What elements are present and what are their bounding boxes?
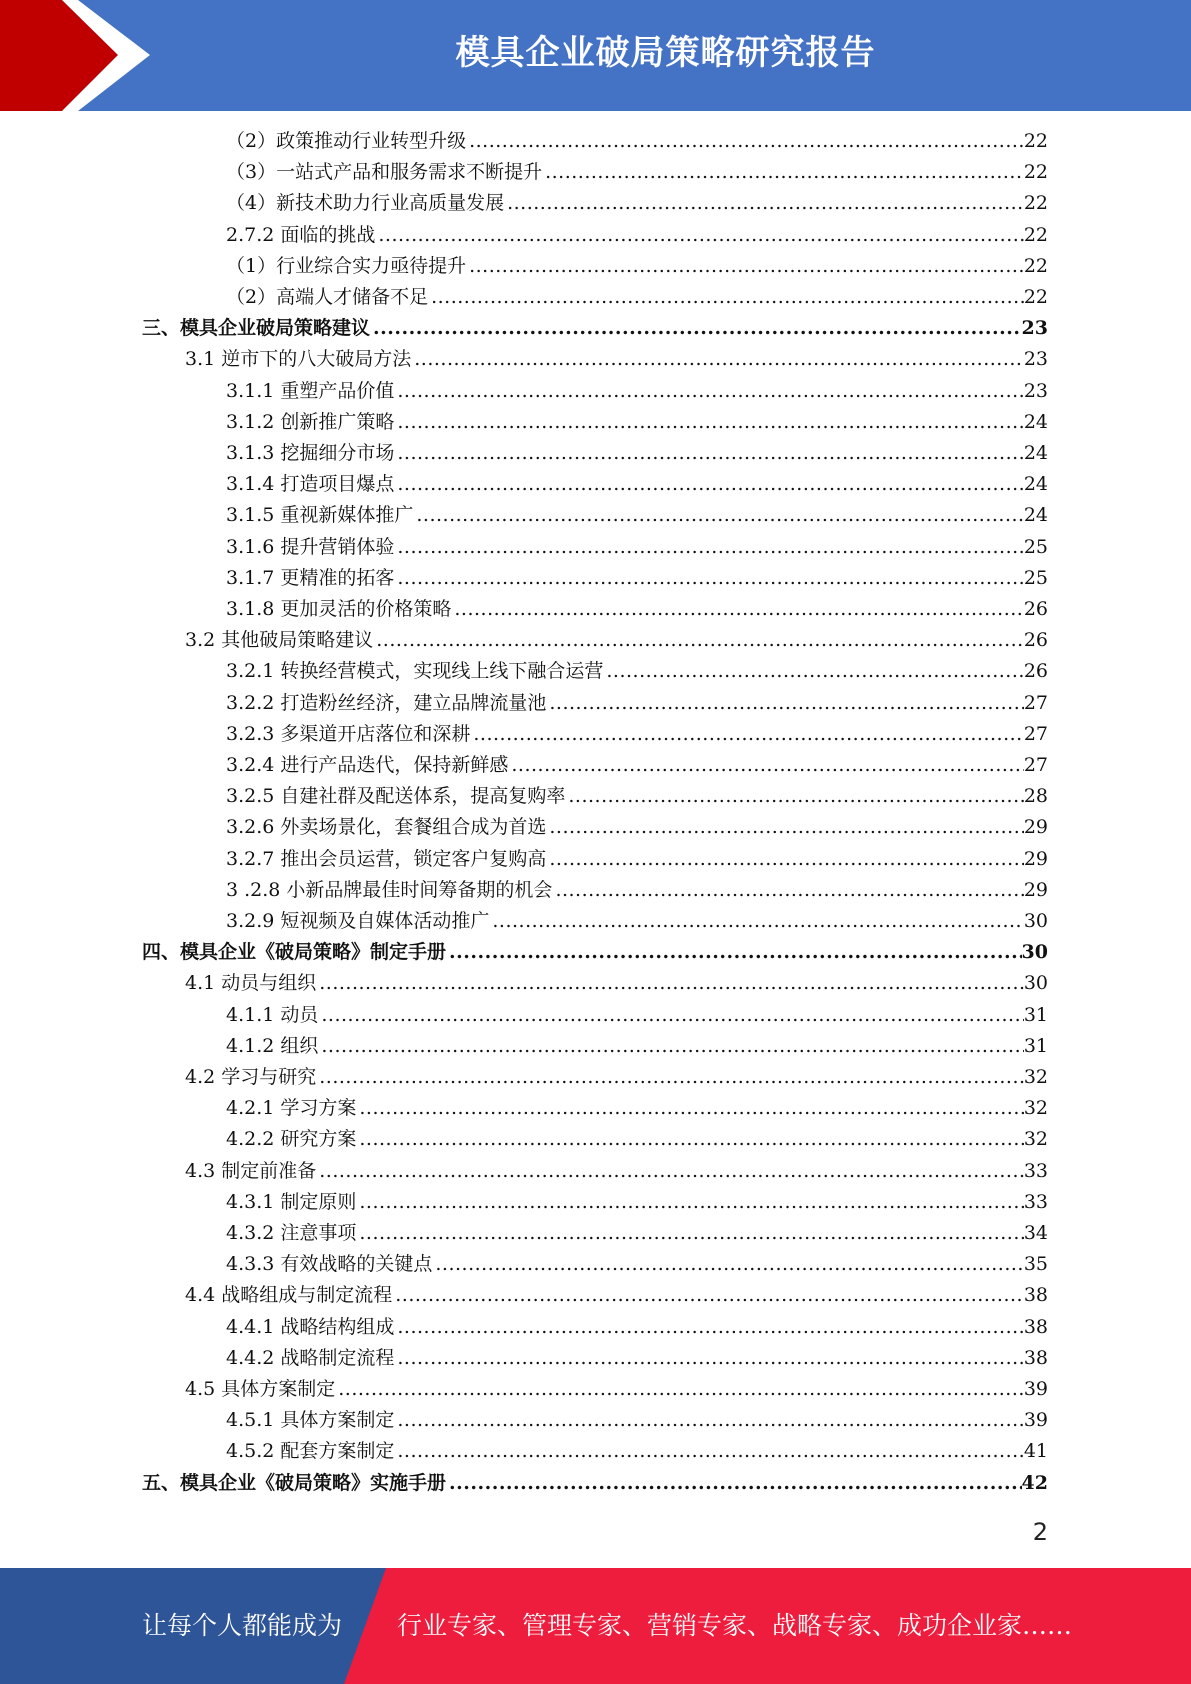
toc-entry-label: 3.2.2 打造粉丝经济，建立品牌流量池 (226, 691, 547, 714)
toc-entry-label: （4）新技术助力行业高质量发展 (226, 192, 505, 215)
toc-leader-dots (549, 848, 1023, 870)
toc-entry-page: 38 (1023, 1346, 1048, 1369)
toc-leader-dots (319, 972, 1024, 994)
toc-entry[interactable] (185, 1280, 1048, 1311)
toc-leader-dots (378, 224, 1023, 246)
page-footer (0, 1568, 1191, 1684)
toc-entry[interactable] (226, 563, 1048, 594)
toc-leader-dots (397, 442, 1023, 464)
toc-entry[interactable] (226, 157, 1048, 188)
toc-leader-dots (431, 286, 1024, 308)
toc-entry-page: 27 (1023, 691, 1048, 714)
toc-leader-dots (397, 380, 1023, 402)
toc-leader-dots (397, 411, 1023, 433)
toc-leader-dots (507, 192, 1024, 214)
toc-leader-dots (555, 879, 1023, 901)
footer-slogan-left: 让每个人都能成为 (142, 1611, 343, 1640)
toc-entry-label: 4.2 学习与研究 (185, 1066, 317, 1088)
toc-leader-dots (359, 1097, 1023, 1119)
toc-entry-label: 4.5.1 具体方案制定 (226, 1409, 395, 1432)
toc-entry-label: 3.1.6 提升营销体验 (226, 535, 395, 558)
toc-entry-label: 4.4.2 战略制定流程 (226, 1346, 395, 1369)
toc-entry-label: 4.4 战略组成与制定流程 (185, 1284, 393, 1307)
toc-entry-label: 4.5.2 配套方案制定 (226, 1440, 395, 1463)
toc-leader-dots (545, 161, 1024, 183)
toc-entry-label: 3.1.8 更加灵活的价格策略 (226, 598, 452, 620)
toc-entry-page: 32 (1023, 1066, 1048, 1088)
toc-entry[interactable] (226, 656, 1048, 687)
toc-leader-dots (511, 754, 1023, 776)
toc-entry[interactable] (226, 906, 1048, 937)
toc-entry-page: 25 (1023, 566, 1048, 589)
toc-leader-dots (321, 1004, 1023, 1026)
toc-entry[interactable] (226, 844, 1048, 875)
toc-entry-label: 4.4.1 战略结构组成 (226, 1315, 395, 1338)
toc-entry-page: 39 (1023, 1378, 1048, 1400)
toc-entry-page: 26 (1023, 629, 1048, 652)
toc-entry-label: 4.1 动员与组织 (185, 972, 317, 995)
toc-entry-page: 27 (1023, 722, 1048, 745)
toc-entry-page: 32 (1023, 1097, 1048, 1120)
toc-entry[interactable] (226, 1187, 1048, 1218)
toc-entry-page: 28 (1023, 785, 1048, 808)
toc-leader-dots (373, 317, 1022, 339)
toc-entry-label: 4.1.2 组织 (226, 1034, 319, 1057)
toc-entry[interactable] (226, 1312, 1048, 1343)
toc-entry[interactable] (185, 1374, 1048, 1405)
toc-leader-dots (397, 473, 1023, 495)
toc-entry-label: 3.1.3 挖掘细分市场 (226, 442, 395, 464)
toc-entry-label: 3.1.2 创新推广策略 (226, 410, 395, 433)
toc-entry[interactable] (226, 688, 1048, 719)
toc-entry[interactable] (185, 625, 1048, 656)
page-header (0, 0, 1191, 111)
page-number: 2 (1032, 1518, 1048, 1546)
toc-entry[interactable] (226, 812, 1048, 843)
toc-leader-dots (492, 910, 1023, 932)
toc-entry[interactable] (226, 1249, 1048, 1280)
toc-entry[interactable] (226, 188, 1048, 219)
toc-entry-label: 3 .2.8 小新品牌最佳时间筹备期的机会 (226, 878, 553, 901)
toc-entry-label: 3.1.4 打造项目爆点 (226, 473, 395, 496)
toc-entry[interactable] (226, 251, 1048, 282)
toc-leader-dots (397, 1409, 1023, 1431)
toc-entry-label: 3.2.4 进行产品迭代，保持新鲜感 (226, 754, 509, 776)
toc-entry-label: 4.2.2 研究方案 (226, 1128, 357, 1151)
toc-entry-label: （2）政策推动行业转型升级 (226, 130, 467, 152)
toc-entry-page: 30 (1023, 910, 1048, 932)
toc-leader-dots (397, 567, 1023, 589)
toc-entry[interactable] (226, 781, 1048, 812)
toc-leader-dots (469, 255, 1024, 277)
toc-entry-label: 4.3 制定前准备 (185, 1159, 317, 1182)
toc-entry-label: 3.1.1 重塑产品价值 (226, 379, 395, 402)
toc-entry-label: 4.5 具体方案制定 (185, 1378, 336, 1400)
header-title: 模具企业破局策略研究报告 (455, 33, 876, 73)
toc-leader-dots (359, 1222, 1023, 1244)
toc-leader-dots (376, 629, 1024, 651)
toc-leader-dots (469, 130, 1024, 152)
toc-entry-label: 3.1.7 更精准的拓客 (226, 566, 395, 589)
toc-entry-page: 26 (1023, 598, 1048, 620)
toc-entry-label: 3.2.6 外卖场景化，套餐组合成为首选 (226, 816, 547, 839)
toc-entry[interactable] (226, 220, 1048, 251)
toc-leader-dots (319, 1066, 1024, 1088)
toc-leader-dots (397, 1316, 1023, 1338)
toc-entry[interactable] (226, 1031, 1048, 1062)
toc-entry[interactable] (226, 1343, 1048, 1374)
toc-entry-page: 31 (1023, 1034, 1048, 1057)
toc-entry[interactable] (226, 594, 1048, 625)
toc-entry-label: 3.1.5 重视新媒体推广 (226, 504, 414, 527)
toc-entry[interactable] (226, 1124, 1048, 1155)
toc-entry[interactable] (226, 1405, 1048, 1436)
toc-entry[interactable] (226, 1218, 1048, 1249)
toc-entry-page: 39 (1023, 1409, 1048, 1432)
toc-entry-label: 3.2.3 多渠道开店落位和深耕 (226, 722, 471, 745)
toc-entry[interactable] (142, 313, 1048, 344)
toc-entry-page: 29 (1023, 816, 1048, 839)
toc-entry[interactable] (226, 469, 1048, 500)
footer-slogan-right: 行业专家、管理专家、营销专家、战略专家、成功企业家…… (397, 1611, 1073, 1640)
toc-entry-page: 42 (1021, 1471, 1048, 1494)
toc-entry[interactable] (226, 407, 1048, 438)
toc-leader-dots (549, 816, 1023, 838)
toc-leader-dots (321, 1035, 1023, 1057)
toc-entry-page: 22 (1023, 286, 1048, 308)
toc-entry-page: 22 (1023, 130, 1048, 152)
toc-entry-label: 3.1 逆市下的八大破局方法 (185, 348, 412, 371)
toc-entry-label: 3.2.7 推出会员运营，锁定客户复购高 (226, 847, 547, 870)
toc-leader-dots (435, 1253, 1023, 1275)
toc-leader-dots (606, 660, 1023, 682)
toc-entry-page: 22 (1023, 192, 1048, 215)
toc-entry-page: 23 (1023, 379, 1048, 402)
toc-leader-dots (473, 723, 1023, 745)
toc-entry-page: 32 (1023, 1128, 1048, 1151)
toc-entry[interactable] (226, 126, 1048, 157)
toc-entry-label: 2.7.2 面临的挑战 (226, 223, 376, 246)
toc-entry-label: （1）行业综合实力亟待提升 (226, 254, 467, 277)
toc-entry[interactable] (226, 532, 1048, 563)
toc-entry-page: 30 (1021, 941, 1048, 964)
toc-entry-label: 4.3.1 制定原则 (226, 1190, 357, 1213)
toc-leader-dots (568, 785, 1023, 807)
toc-entry-label: 3.2 其他破局策略建议 (185, 629, 374, 652)
toc-entry-page: 33 (1023, 1159, 1048, 1182)
toc-leader-dots (397, 536, 1023, 558)
toc-leader-dots (549, 692, 1023, 714)
toc-entry[interactable] (142, 1468, 1048, 1499)
toc-entry-page: 27 (1023, 754, 1048, 776)
toc-entry-label: 四、模具企业《破局策略》制定手册 (142, 941, 447, 964)
toc-entry-page: 31 (1023, 1003, 1048, 1026)
toc-entry-label: 三、模具企业破局策略建议 (142, 317, 371, 340)
toc-entry[interactable] (226, 1000, 1048, 1031)
toc-entry[interactable] (226, 500, 1048, 531)
toc-entry-page: 24 (1023, 410, 1048, 433)
toc-leader-dots (454, 598, 1023, 620)
toc-leader-dots (359, 1128, 1023, 1150)
toc-entry-label: 4.3.2 注意事项 (226, 1222, 357, 1244)
toc-entry[interactable] (142, 937, 1048, 968)
toc-entry[interactable] (226, 719, 1048, 750)
toc-entry-label: 4.1.1 动员 (226, 1003, 319, 1026)
toc-entry-page: 24 (1023, 504, 1048, 527)
toc-entry[interactable] (226, 438, 1048, 469)
toc-leader-dots (414, 348, 1024, 370)
toc-entry[interactable] (185, 968, 1048, 999)
toc-entry-page: 26 (1023, 660, 1048, 683)
toc-leader-dots (359, 1191, 1023, 1213)
toc-entry[interactable] (185, 344, 1048, 375)
toc-entry[interactable] (226, 750, 1048, 781)
toc-leader-dots (416, 504, 1023, 526)
toc-entry-page: 38 (1023, 1315, 1048, 1338)
toc-entry-page: 34 (1023, 1222, 1048, 1244)
toc-entry-label: 4.3.3 有效战略的关键点 (226, 1253, 433, 1276)
toc-entry-page: 23 (1023, 348, 1048, 371)
toc-entry[interactable] (226, 1436, 1048, 1467)
toc-entry[interactable] (226, 875, 1048, 906)
toc-entry-label: （3）一站式产品和服务需求不断提升 (226, 161, 543, 184)
toc-entry[interactable] (185, 1062, 1048, 1093)
toc-entry[interactable] (226, 282, 1048, 313)
toc-entry-page: 22 (1023, 223, 1048, 246)
toc-entry-page: 22 (1023, 161, 1048, 184)
toc-entry-page: 24 (1023, 442, 1048, 464)
toc-entry-page: 38 (1023, 1284, 1048, 1307)
toc-entry-label: 3.2.5 自建社群及配送体系，提高复购率 (226, 785, 566, 808)
toc-entry-page: 23 (1021, 317, 1048, 340)
toc-entry-label: （2）高端人才储备不足 (226, 286, 429, 308)
toc-entry-page: 30 (1023, 972, 1048, 995)
toc-leader-dots (395, 1284, 1024, 1306)
toc-entry-page: 33 (1023, 1190, 1048, 1213)
toc-entry-page: 29 (1023, 847, 1048, 870)
toc-entry-page: 25 (1023, 535, 1048, 558)
toc-leader-dots (397, 1347, 1023, 1369)
toc-leader-dots (449, 1472, 1022, 1494)
toc-entry[interactable] (226, 376, 1048, 407)
toc-leader-dots (338, 1378, 1024, 1400)
toc-entry-label: 3.2.1 转换经营模式，实现线上线下融合运营 (226, 660, 604, 683)
toc-leader-dots (397, 1440, 1023, 1462)
toc-entry-label: 五、模具企业《破局策略》实施手册 (142, 1471, 447, 1494)
toc-entry-page: 41 (1023, 1440, 1048, 1463)
toc-entry-label: 4.2.1 学习方案 (226, 1097, 357, 1120)
toc-leader-dots (319, 1160, 1024, 1182)
toc-entry[interactable] (185, 1156, 1048, 1187)
toc-entry-label: 3.2.9 短视频及自媒体活动推广 (226, 910, 490, 932)
toc-entry[interactable] (226, 1093, 1048, 1124)
toc-entry-page: 29 (1023, 878, 1048, 901)
toc-entry-page: 24 (1023, 473, 1048, 496)
toc-entry-page: 35 (1023, 1253, 1048, 1276)
toc-leader-dots (449, 941, 1022, 963)
toc-entry-page: 22 (1023, 254, 1048, 277)
